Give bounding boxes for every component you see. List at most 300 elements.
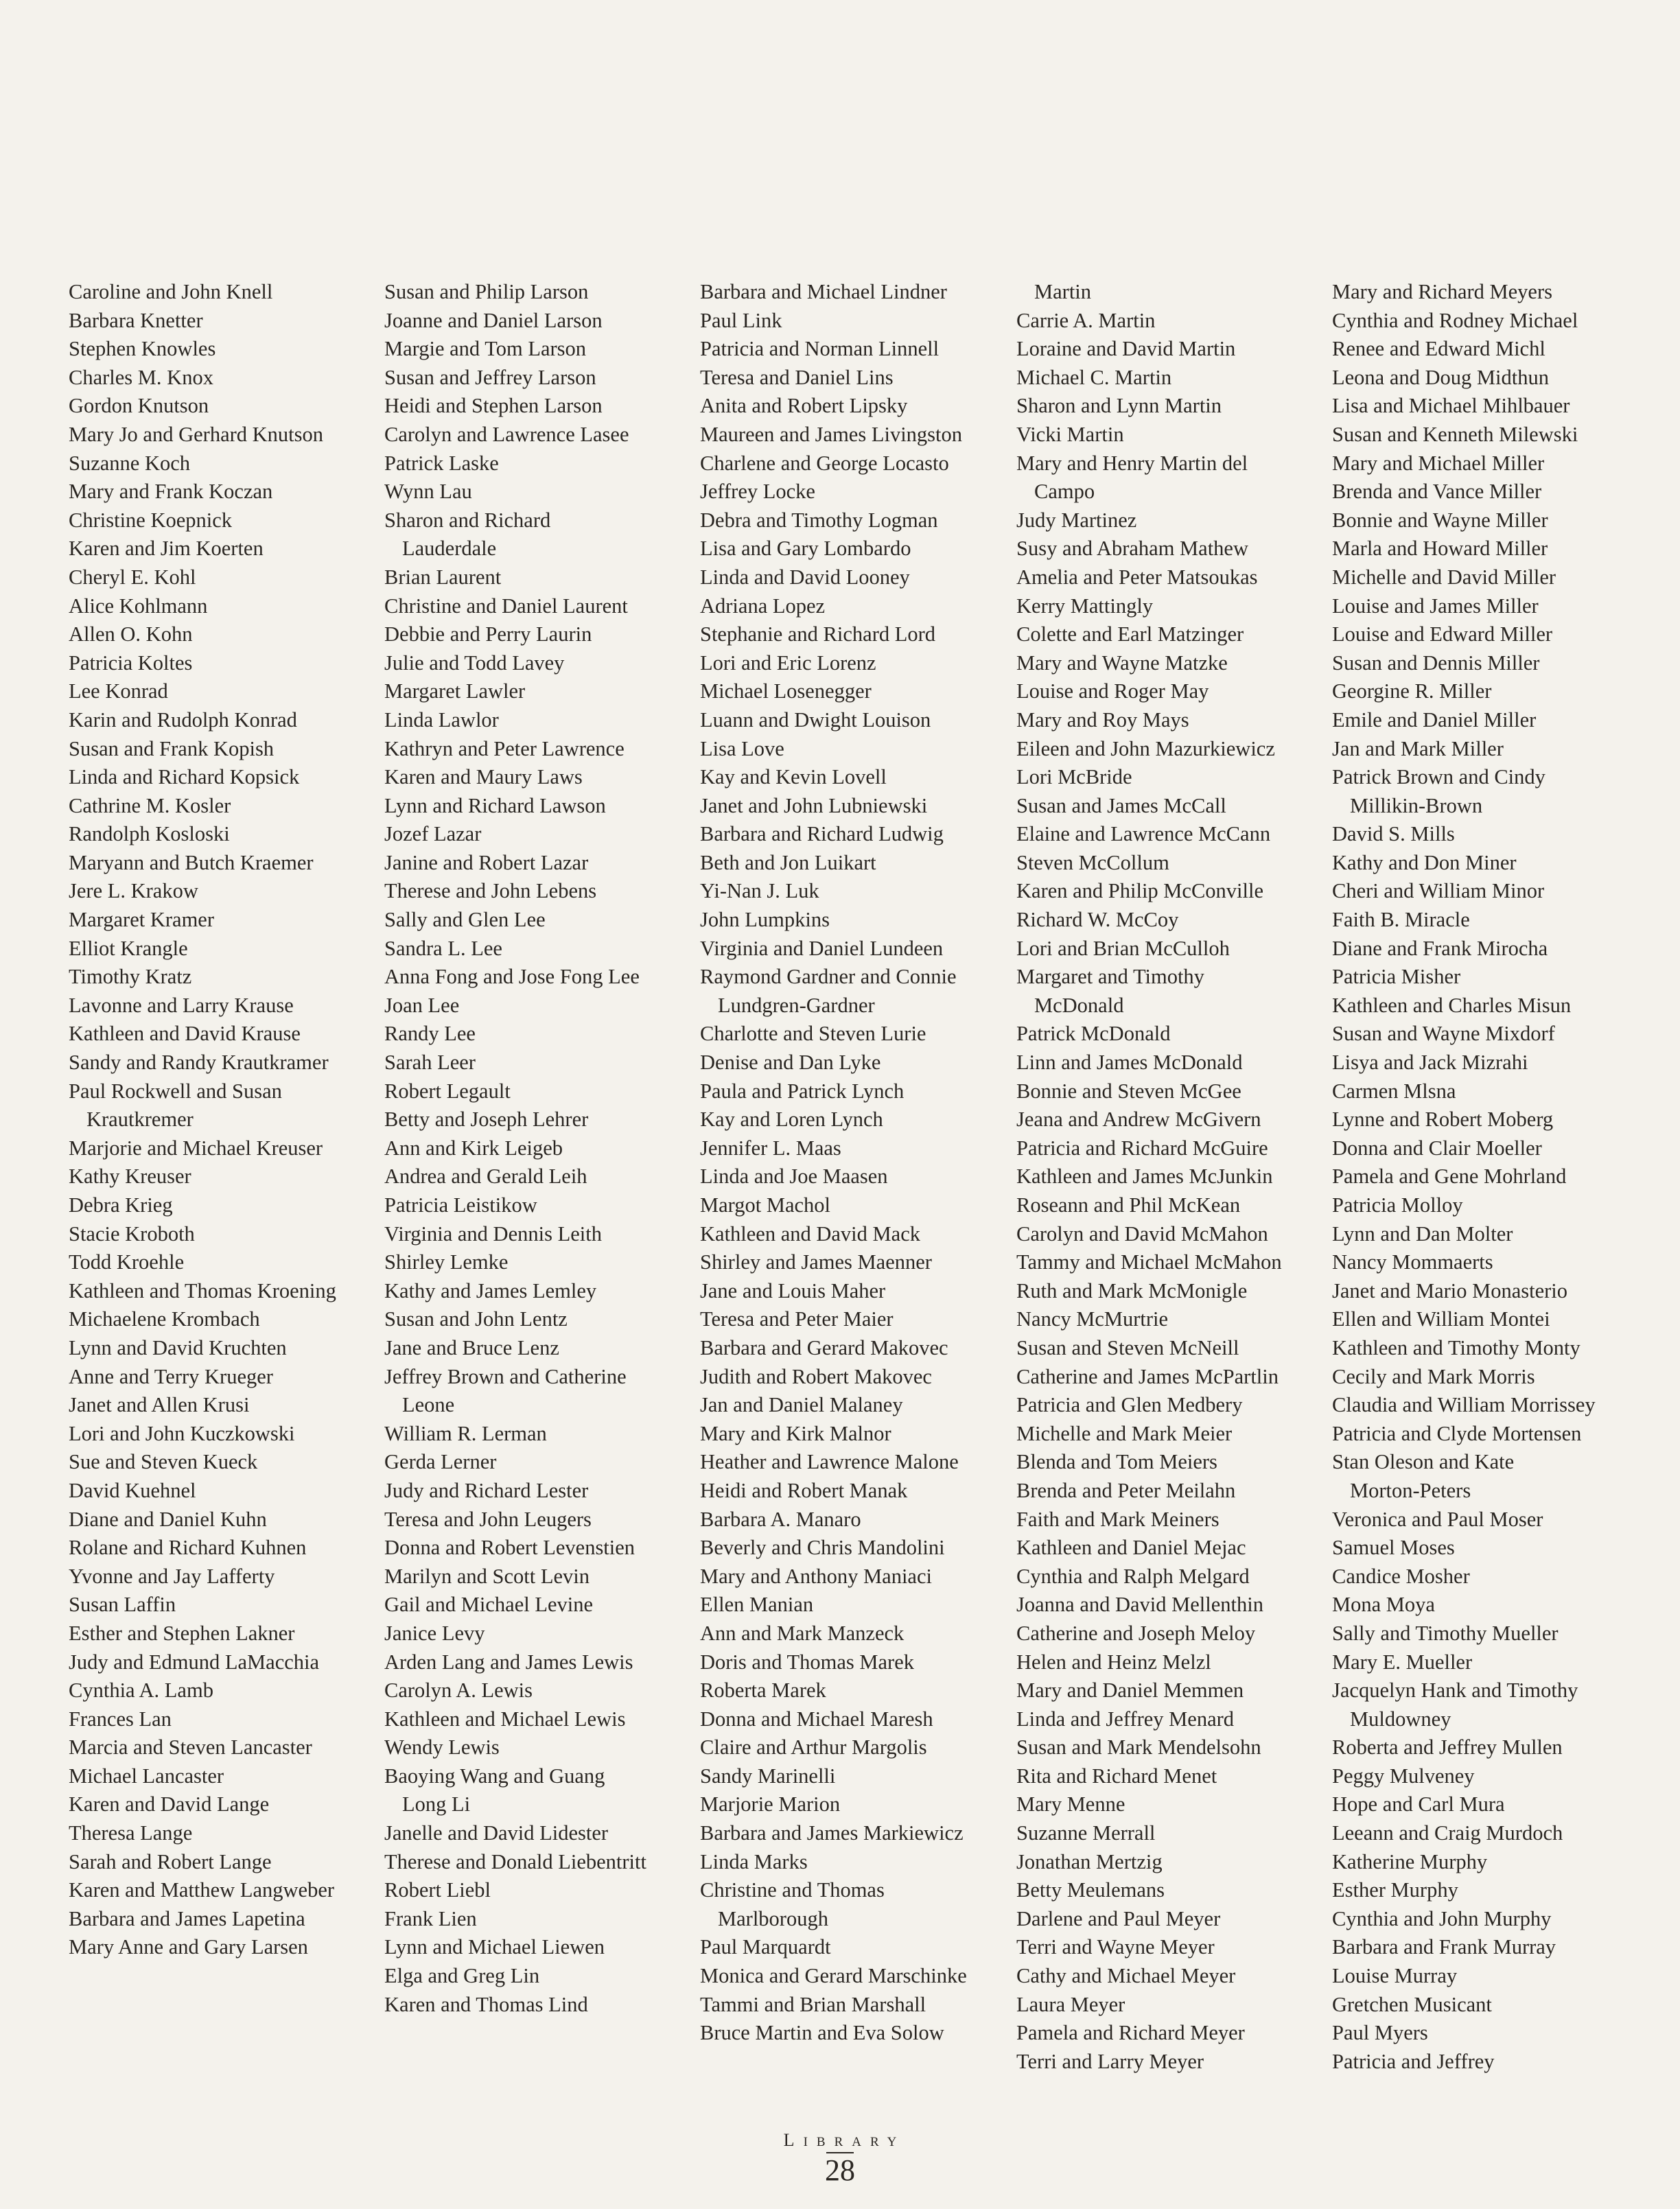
donor-name: Jane and Bruce Lenz [384,1335,559,1359]
donor-name: Lisa and Michael Mihlbauer [1332,394,1570,418]
donor-name: Millikin-Brown [1350,793,1483,817]
donor-name: Muldowney [1350,1707,1451,1731]
donor-name: Linda Lawlor [384,708,499,732]
donor-name: Mary and Kirk Malnor [700,1421,891,1445]
donor-name: Sandy and Randy Krautkramer [69,1051,329,1075]
donor-name: Barbara and James Lapetina [69,1906,305,1930]
donor-name: Karen and Maury Laws [384,765,583,789]
section-label [755,2130,925,2151]
donor-name: Andrea and Gerald Leih [384,1165,587,1189]
donor-name: Lori and Eric Lorenz [700,651,876,675]
page-number: 28 [825,2153,855,2187]
donor-name: Sharon and Richard [384,508,551,532]
donor-name: John Lumpkins [700,908,830,932]
donor-name: Darlene and Paul Meyer [1016,1906,1221,1930]
donor-name: Judy and Richard Lester [384,1478,589,1502]
donor-name: Kathy and Don Miner [1332,850,1517,874]
donor-name: Patricia and Norman Linnell [700,337,940,361]
donor-name: Raymond Gardner and Connie [700,965,957,989]
donor-name: Martin [1034,280,1092,303]
donor-name: Long Li [402,1792,471,1816]
donor-name: Janet and John Lubniewski [700,793,928,817]
donor-name: Kay and Loren Lynch [700,1108,883,1132]
donor-name: Yvonne and Jay Lafferty [69,1564,275,1588]
donor-name: Lavonne and Larry Krause [69,993,294,1017]
donor-name: Janice Levy [384,1621,485,1645]
donor-name: Diane and Daniel Kuhn [69,1507,267,1531]
donor-name: Morton-Peters [1350,1478,1471,1502]
donor-name: Richard W. McCoy [1016,908,1179,932]
donor-name: Frank Lien [384,1906,477,1930]
donor-name: Tammi and Brian Marshall [700,1992,926,2016]
donor-name: Karen and Thomas Lind [384,1992,588,2016]
donor-name: Linn and James McDonald [1016,1051,1243,1075]
donor-name: Susy and Abraham Mathew [1016,537,1248,561]
donor-name: Randy Lee [384,1022,476,1046]
donor-name: Kathleen and Charles Misun [1332,993,1572,1017]
donor-name: Mary and Henry Martin del [1016,451,1248,475]
donor-name: Karen and Jim Koerten [69,537,264,561]
donor-name: Lori and Brian McCulloh [1016,936,1230,960]
donor-name: Cynthia and Rodney Michael [1332,308,1578,332]
donor-name: Susan and Dennis Miller [1332,651,1540,675]
donor-name: Louise and James Miller [1332,594,1539,618]
donor-name: Jennifer L. Maas [700,1136,841,1160]
donor-name: Patricia and Richard McGuire [1016,1136,1268,1160]
donor-name: Barbara Knetter [69,308,203,332]
donor-name: Mary and Richard Meyers [1332,280,1552,303]
donor-name: Michael Lancaster [69,1764,224,1788]
donor-name: Esther Murphy [1332,1878,1458,1902]
donor-name: Kathleen and James McJunkin [1016,1165,1273,1189]
donor-name: Julie and Todd Lavey [384,651,565,675]
donor-name: Faith B. Miracle [1332,908,1470,932]
donor-name: Heidi and Stephen Larson [384,394,603,418]
donor-name: Michael C. Martin [1016,365,1172,389]
donor-name: Virginia and Daniel Lundeen [700,936,944,960]
donor-name: Linda and Jeffrey Menard [1016,1707,1235,1731]
donor-name: Cynthia and Ralph Melgard [1016,1564,1250,1588]
donor-name: Sue and Steven Kueck [69,1450,258,1474]
donor-name: Susan and Philip Larson [384,280,589,303]
donor-name: Kathy and James Lemley [384,1278,597,1302]
donor-name: Margaret Kramer [69,908,214,932]
donor-name: Patricia Leistikow [384,1193,537,1217]
donor-name: Kay and Kevin Lovell [700,765,887,789]
donor-name: Tammy and Michael McMahon [1016,1250,1282,1274]
donor-name: Randolph Kosloski [69,822,230,846]
donor-name: Karen and Philip McConville [1016,879,1264,903]
donor-name: Teresa and Peter Maier [700,1307,894,1331]
donor-name: Kathleen and Thomas Kroening [69,1278,336,1302]
donor-name: Patrick Laske [384,451,499,475]
donor-name: Barbara and Gerard Makovec [700,1335,948,1359]
donor-name: Jan and Mark Miller [1332,736,1504,760]
donor-name: Judith and Robert Makovec [700,1364,932,1388]
donor-name: Wendy Lewis [384,1735,500,1760]
donor-name: Wynn Lau [384,480,472,504]
donor-name: Jacquelyn Hank and Timothy [1332,1679,1578,1703]
donor-name: Krautkremer [86,1108,194,1132]
donor-name: Lori and John Kuczkowski [69,1421,295,1445]
donor-name: David S. Mills [1332,822,1455,846]
donor-name: Catherine and Joseph Meloy [1016,1621,1256,1645]
section-label-initial: L [783,2130,804,2150]
donor-name: Pamela and Gene Mohrland [1332,1165,1567,1189]
donor-name: Shirley Lemke [384,1250,509,1274]
donor-list [0,278,1680,2090]
donor-name: Paul Myers [1332,2021,1428,2045]
donor-name: Karen and David Lange [69,1792,270,1816]
donor-name: Patrick Brown and Cindy [1332,765,1545,789]
donor-name: Kathleen and David Krause [69,1022,301,1046]
donor-name: Beth and Jon Luikart [700,850,876,874]
donor-name: Donna and Robert Levenstien [384,1536,635,1560]
donor-name: Roberta Marek [700,1679,826,1703]
donor-name: Linda and Richard Kopsick [69,765,300,789]
donor-name: Timothy Kratz [69,965,192,989]
donor-name: Jeana and Andrew McGivern [1016,1108,1261,1132]
donor-name: Loraine and David Martin [1016,337,1236,361]
donor-name: Gordon Knutson [69,394,209,418]
donor-name: Marla and Howard Miller [1332,537,1548,561]
donor-name: Blenda and Tom Meiers [1016,1450,1217,1474]
donor-name: Sharon and Lynn Martin [1016,394,1222,418]
donor-name: Charlotte and Steven Lurie [700,1022,926,1046]
donor-name: William R. Lerman [384,1421,547,1445]
donor-name: Shirley and James Maenner [700,1250,932,1274]
donor-name: Leeann and Craig Murdoch [1332,1821,1563,1845]
donor-name: Janine and Robert Lazar [384,850,589,874]
donor-name: Helen and Heinz Melzl [1016,1650,1211,1674]
donor-name: Monica and Gerard Marschinke [700,1964,967,1988]
donor-name: Brenda and Peter Meilahn [1016,1478,1236,1502]
donor-name: Mary Menne [1016,1792,1125,1816]
donor-name: Claudia and William Morrissey [1332,1393,1596,1417]
donor-name: Denise and Dan Lyke [700,1051,881,1075]
donor-name: Alice Kohlmann [69,594,208,618]
donor-name: Betty and Joseph Lehrer [384,1108,589,1132]
donor-name: Mary and Roy Mays [1016,708,1189,732]
donor-name: Lisa Love [700,736,784,760]
donor-name: Teresa and Daniel Lins [700,365,894,389]
donor-name: Cynthia and John Murphy [1332,1906,1552,1930]
donor-name: Susan Laffin [69,1593,176,1617]
donor-name: Nancy McMurtrie [1016,1307,1169,1331]
donor-name: Margot Machol [700,1193,831,1217]
donor-name: Frances Lan [69,1707,172,1731]
donor-name: Donna and Clair Moeller [1332,1136,1542,1160]
donor-name: Eileen and John Mazurkiewicz [1016,736,1275,760]
donor-name: Mary and Anthony Maniaci [700,1564,932,1588]
donor-name: Cynthia A. Lamb [69,1679,213,1703]
donor-column-5 [1332,278,1634,2076]
donor-name: Anna Fong and Jose Fong Lee [384,965,640,989]
donor-name: Karen and Matthew Langweber [69,1878,335,1902]
donor-name: Allen O. Kohn [69,622,193,646]
donor-name: Laura Meyer [1016,1992,1125,2016]
donor-name: Cathy and Michael Meyer [1016,1964,1236,1988]
donor-name: Sandy Marinelli [700,1764,836,1788]
donor-name: Louise Murray [1332,1964,1458,1988]
donor-name: Lee Konrad [69,679,168,703]
donor-name: Lisa and Gary Lombardo [700,537,911,561]
donor-name: Teresa and John Leugers [384,1507,592,1531]
donor-name: Samuel Moses [1332,1536,1455,1560]
donor-name: Susan and Mark Mendelsohn [1016,1735,1261,1760]
donor-name: Janelle and David Lidester [384,1821,609,1845]
donor-name: Terri and Larry Meyer [1016,2049,1204,2073]
donor-name: Claire and Arthur Margolis [700,1735,927,1760]
donor-name: Kathy Kreuser [69,1165,191,1189]
donor-name: Susan and Frank Kopish [69,736,275,760]
donor-name: Esther and Stephen Lakner [69,1621,295,1645]
donor-name: Debbie and Perry Laurin [384,622,592,646]
donor-name: Paul Rockwell and Susan [69,1079,282,1103]
donor-name: Gail and Michael Levine [384,1593,594,1617]
donor-name: Patricia and Jeffrey [1332,2049,1495,2073]
donor-name: Kerry Mattingly [1016,594,1154,618]
donor-name: Joan Lee [384,993,460,1017]
donor-name: David Kuehnel [69,1478,196,1502]
donor-name: Susan and Jeffrey Larson [384,365,596,389]
donor-name: Carrie A. Martin [1016,308,1156,332]
donor-name: Janet and Mario Monasterio [1332,1278,1568,1302]
donor-name: McDonald [1034,993,1124,1017]
donor-column-1 [69,278,371,1962]
donor-name: Cheri and William Minor [1332,879,1545,903]
donor-name: Kathleen and Daniel Mejac [1016,1536,1246,1560]
donor-name: Joanna and David Mellenthin [1016,1593,1263,1617]
donor-name: Michaelene Krombach [69,1307,260,1331]
donor-name: Roseann and Phil McKean [1016,1193,1241,1217]
donor-name: Todd Kroehle [69,1250,185,1274]
donor-name: Judy and Edmund LaMacchia [69,1650,320,1674]
donor-name: Lori McBride [1016,765,1132,789]
section-label-rest: IBRARY [803,2135,906,2149]
donor-name: Bonnie and Wayne Miller [1332,508,1548,532]
donor-name: Stephanie and Richard Lord [700,622,936,646]
donor-name: Carolyn and David McMahon [1016,1222,1268,1246]
donor-name: Ann and Mark Manzeck [700,1621,905,1645]
donor-name: Adriana Lopez [700,594,826,618]
donor-name: Beverly and Chris Mandolini [700,1536,945,1560]
donor-name: Patrick McDonald [1016,1022,1171,1046]
donor-name: Jeffrey Brown and Catherine [384,1364,627,1388]
donor-name: Charles M. Knox [69,365,213,389]
donor-name: Ann and Kirk Leigeb [384,1136,563,1160]
donor-name: Linda and David Looney [700,565,910,589]
donor-name: Therese and Donald Liebentritt [384,1849,646,1873]
donor-name: Bonnie and Steven McGee [1016,1079,1241,1103]
donor-name: Stacie Kroboth [69,1222,195,1246]
donor-name: Georgine R. Miller [1332,679,1492,703]
donor-name: Brian Laurent [384,565,502,589]
donor-name: Ruth and Mark McMonigle [1016,1278,1248,1302]
donor-name: Nancy Mommaerts [1332,1250,1493,1274]
donor-name: Mary Jo and Gerhard Knutson [69,422,324,446]
donor-name: Louise and Edward Miller [1332,622,1553,646]
donor-name: Sandra L. Lee [384,936,502,960]
donor-name: Patricia and Glen Medbery [1016,1393,1243,1417]
donor-name: Elga and Greg Lin [384,1964,540,1988]
donor-name: Barbara A. Manaro [700,1507,861,1531]
donor-name: Michael Losenegger [700,679,872,703]
donor-name: Roberta and Jeffrey Mullen [1332,1735,1563,1760]
donor-name: Stephen Knowles [69,337,216,361]
donor-name: Ellen Manian [700,1593,814,1617]
donor-name: Gretchen Musicant [1332,1992,1492,2016]
donor-name: Jonathan Mertzig [1016,1849,1163,1873]
donor-name: Michelle and Mark Meier [1016,1421,1233,1445]
donor-name: Pamela and Richard Meyer [1016,2021,1245,2045]
donor-name: Sally and Timothy Mueller [1332,1621,1559,1645]
donor-name: Margaret and Timothy [1016,965,1204,989]
donor-name: Katherine Murphy [1332,1849,1488,1873]
donor-name: Catherine and James McPartlin [1016,1364,1279,1388]
donor-name: Baoying Wang and Guang [384,1764,605,1788]
donor-name: Lauderdale [402,537,497,561]
donor-name: Janet and Allen Krusi [69,1393,250,1417]
donor-name: Suzanne Koch [69,451,191,475]
donor-name: Suzanne Merrall [1016,1821,1156,1845]
donor-name: Vicki Martin [1016,422,1124,446]
donor-name: Cathrine M. Kosler [69,793,231,817]
donor-name: Jan and Daniel Malaney [700,1393,903,1417]
donor-name: Carolyn A. Lewis [384,1679,533,1703]
donor-name: Virginia and Dennis Leith [384,1222,602,1246]
donor-name: Mary and Wayne Matzke [1016,651,1228,675]
donor-name: Sarah Leer [384,1051,476,1075]
donor-name: Karin and Rudolph Konrad [69,708,297,732]
page-footer [755,2130,925,2188]
donor-name: Colette and Earl Matzinger [1016,622,1244,646]
donor-name: Debra and Timothy Logman [700,508,938,532]
donor-name: Sally and Glen Lee [384,908,546,932]
donor-name: Caroline and John Knell [69,280,273,303]
donor-name: Lynn and Richard Lawson [384,793,606,817]
donor-name: Mary E. Mueller [1332,1650,1473,1674]
donor-name: Susan and Kenneth Milewski [1332,422,1578,446]
donor-name: Theresa Lange [69,1821,193,1845]
donor-name: Betty Meulemans [1016,1878,1165,1902]
donor-name: Judy Martinez [1016,508,1137,532]
donor-name: Jeffrey Locke [700,480,815,504]
donor-name: Anne and Terry Krueger [69,1364,273,1388]
donor-name: Cecily and Mark Morris [1332,1364,1535,1388]
donor-name: Bruce Martin and Eva Solow [700,2021,944,2045]
donor-name: Therese and John Lebens [384,879,597,903]
donor-name: Patricia Molloy [1332,1193,1463,1217]
donor-name: Anita and Robert Lipsky [700,394,908,418]
donor-name: Steven McCollum [1016,850,1169,874]
donor-name: Michelle and David Miller [1332,565,1556,589]
donor-name: Marlborough [718,1906,828,1930]
donor-name: Patricia Koltes [69,651,193,675]
donor-name: Susan and John Lentz [384,1307,568,1331]
donor-name: Brenda and Vance Miller [1332,480,1542,504]
donor-name: Patricia and Clyde Mortensen [1332,1421,1582,1445]
donor-name: Leone [402,1393,455,1417]
donor-name: Christine and Daniel Laurent [384,594,628,618]
donor-name: Carolyn and Lawrence Lasee [384,422,629,446]
donor-name: Lynne and Robert Moberg [1332,1108,1554,1132]
donor-name: Veronica and Paul Moser [1332,1507,1543,1531]
donor-name: Campo [1034,480,1095,504]
donor-name: Diane and Frank Mirocha [1332,936,1548,960]
donor-name: Elaine and Lawrence McCann [1016,822,1271,846]
donor-name: Ellen and William Montei [1332,1307,1550,1331]
donor-name: Heather and Lawrence Malone [700,1450,959,1474]
donor-name: Donna and Michael Maresh [700,1707,933,1731]
donor-name: Elliot Krangle [69,936,188,960]
donor-name: Mary and Frank Koczan [69,480,273,504]
donor-name: Mary and Michael Miller [1332,451,1545,475]
donor-name: Robert Legault [384,1079,511,1103]
donor-name: Rolane and Richard Kuhnen [69,1536,307,1560]
donor-name: Marilyn and Scott Levin [384,1564,590,1588]
donor-name: Leona and Doug Midthun [1332,365,1549,389]
donor-name: Cheryl E. Kohl [69,565,196,589]
donor-name: Yi-Nan J. Luk [700,879,819,903]
donor-name: Linda Marks [700,1849,808,1873]
donor-name: Jere L. Krakow [69,879,198,903]
donor-name: Marjorie Marion [700,1792,841,1816]
donor-name: Mary Anne and Gary Larsen [69,1935,308,1959]
donor-name: Paula and Patrick Lynch [700,1079,905,1103]
donor-name: Marjorie and Michael Kreuser [69,1136,323,1160]
donor-name: Patricia Misher [1332,965,1461,989]
donor-name: Barbara and Frank Murray [1332,1935,1556,1959]
donor-name: Lynn and Michael Liewen [384,1935,605,1959]
donor-name: Arden Lang and James Lewis [384,1650,633,1674]
donor-name: Luann and Dwight Louison [700,708,931,732]
donor-name: Paul Link [700,308,782,332]
donor-name: Debra Krieg [69,1193,173,1217]
donor-name: Jane and Louis Maher [700,1278,886,1302]
donor-column-4 [1016,278,1318,2076]
donor-name: Marcia and Steven Lancaster [69,1735,312,1760]
donor-name: Paul Marquardt [700,1935,831,1959]
donor-name: Susan and James McCall [1016,793,1226,817]
donor-name: Barbara and Michael Lindner [700,280,947,303]
donor-name: Hope and Carl Mura [1332,1792,1505,1816]
donor-name: Christine and Thomas [700,1878,885,1902]
donor-column-2 [384,278,686,2019]
donor-name: Susan and Wayne Mixdorf [1332,1022,1555,1046]
donor-name: Maryann and Butch Kraemer [69,850,314,874]
donor-name: Jozef Lazar [384,822,482,846]
donor-name: Renee and Edward Michl [1332,337,1545,361]
donor-name: Maureen and James Livingston [700,422,963,446]
donor-name: Linda and Joe Maasen [700,1165,888,1189]
donor-name: Margaret Lawler [384,679,526,703]
donor-name: Kathleen and David Mack [700,1222,920,1246]
donor-name: Rita and Richard Menet [1016,1764,1217,1788]
donor-name: Sarah and Robert Lange [69,1849,272,1873]
donor-name: Susan and Steven McNeill [1016,1335,1239,1359]
donor-name: Robert Liebl [384,1878,491,1902]
donor-name: Kathryn and Peter Lawrence [384,736,625,760]
donor-name: Lynn and David Kruchten [69,1335,287,1359]
donor-name: Charlene and George Locasto [700,451,949,475]
donor-name: Amelia and Peter Matsoukas [1016,565,1258,589]
donor-name: Lynn and Dan Molter [1332,1222,1513,1246]
donor-name: Louise and Roger May [1016,679,1209,703]
donor-name: Barbara and James Markiewicz [700,1821,964,1845]
donor-name: Kathleen and Michael Lewis [384,1707,626,1731]
donor-name: Kathleen and Timothy Monty [1332,1335,1580,1359]
